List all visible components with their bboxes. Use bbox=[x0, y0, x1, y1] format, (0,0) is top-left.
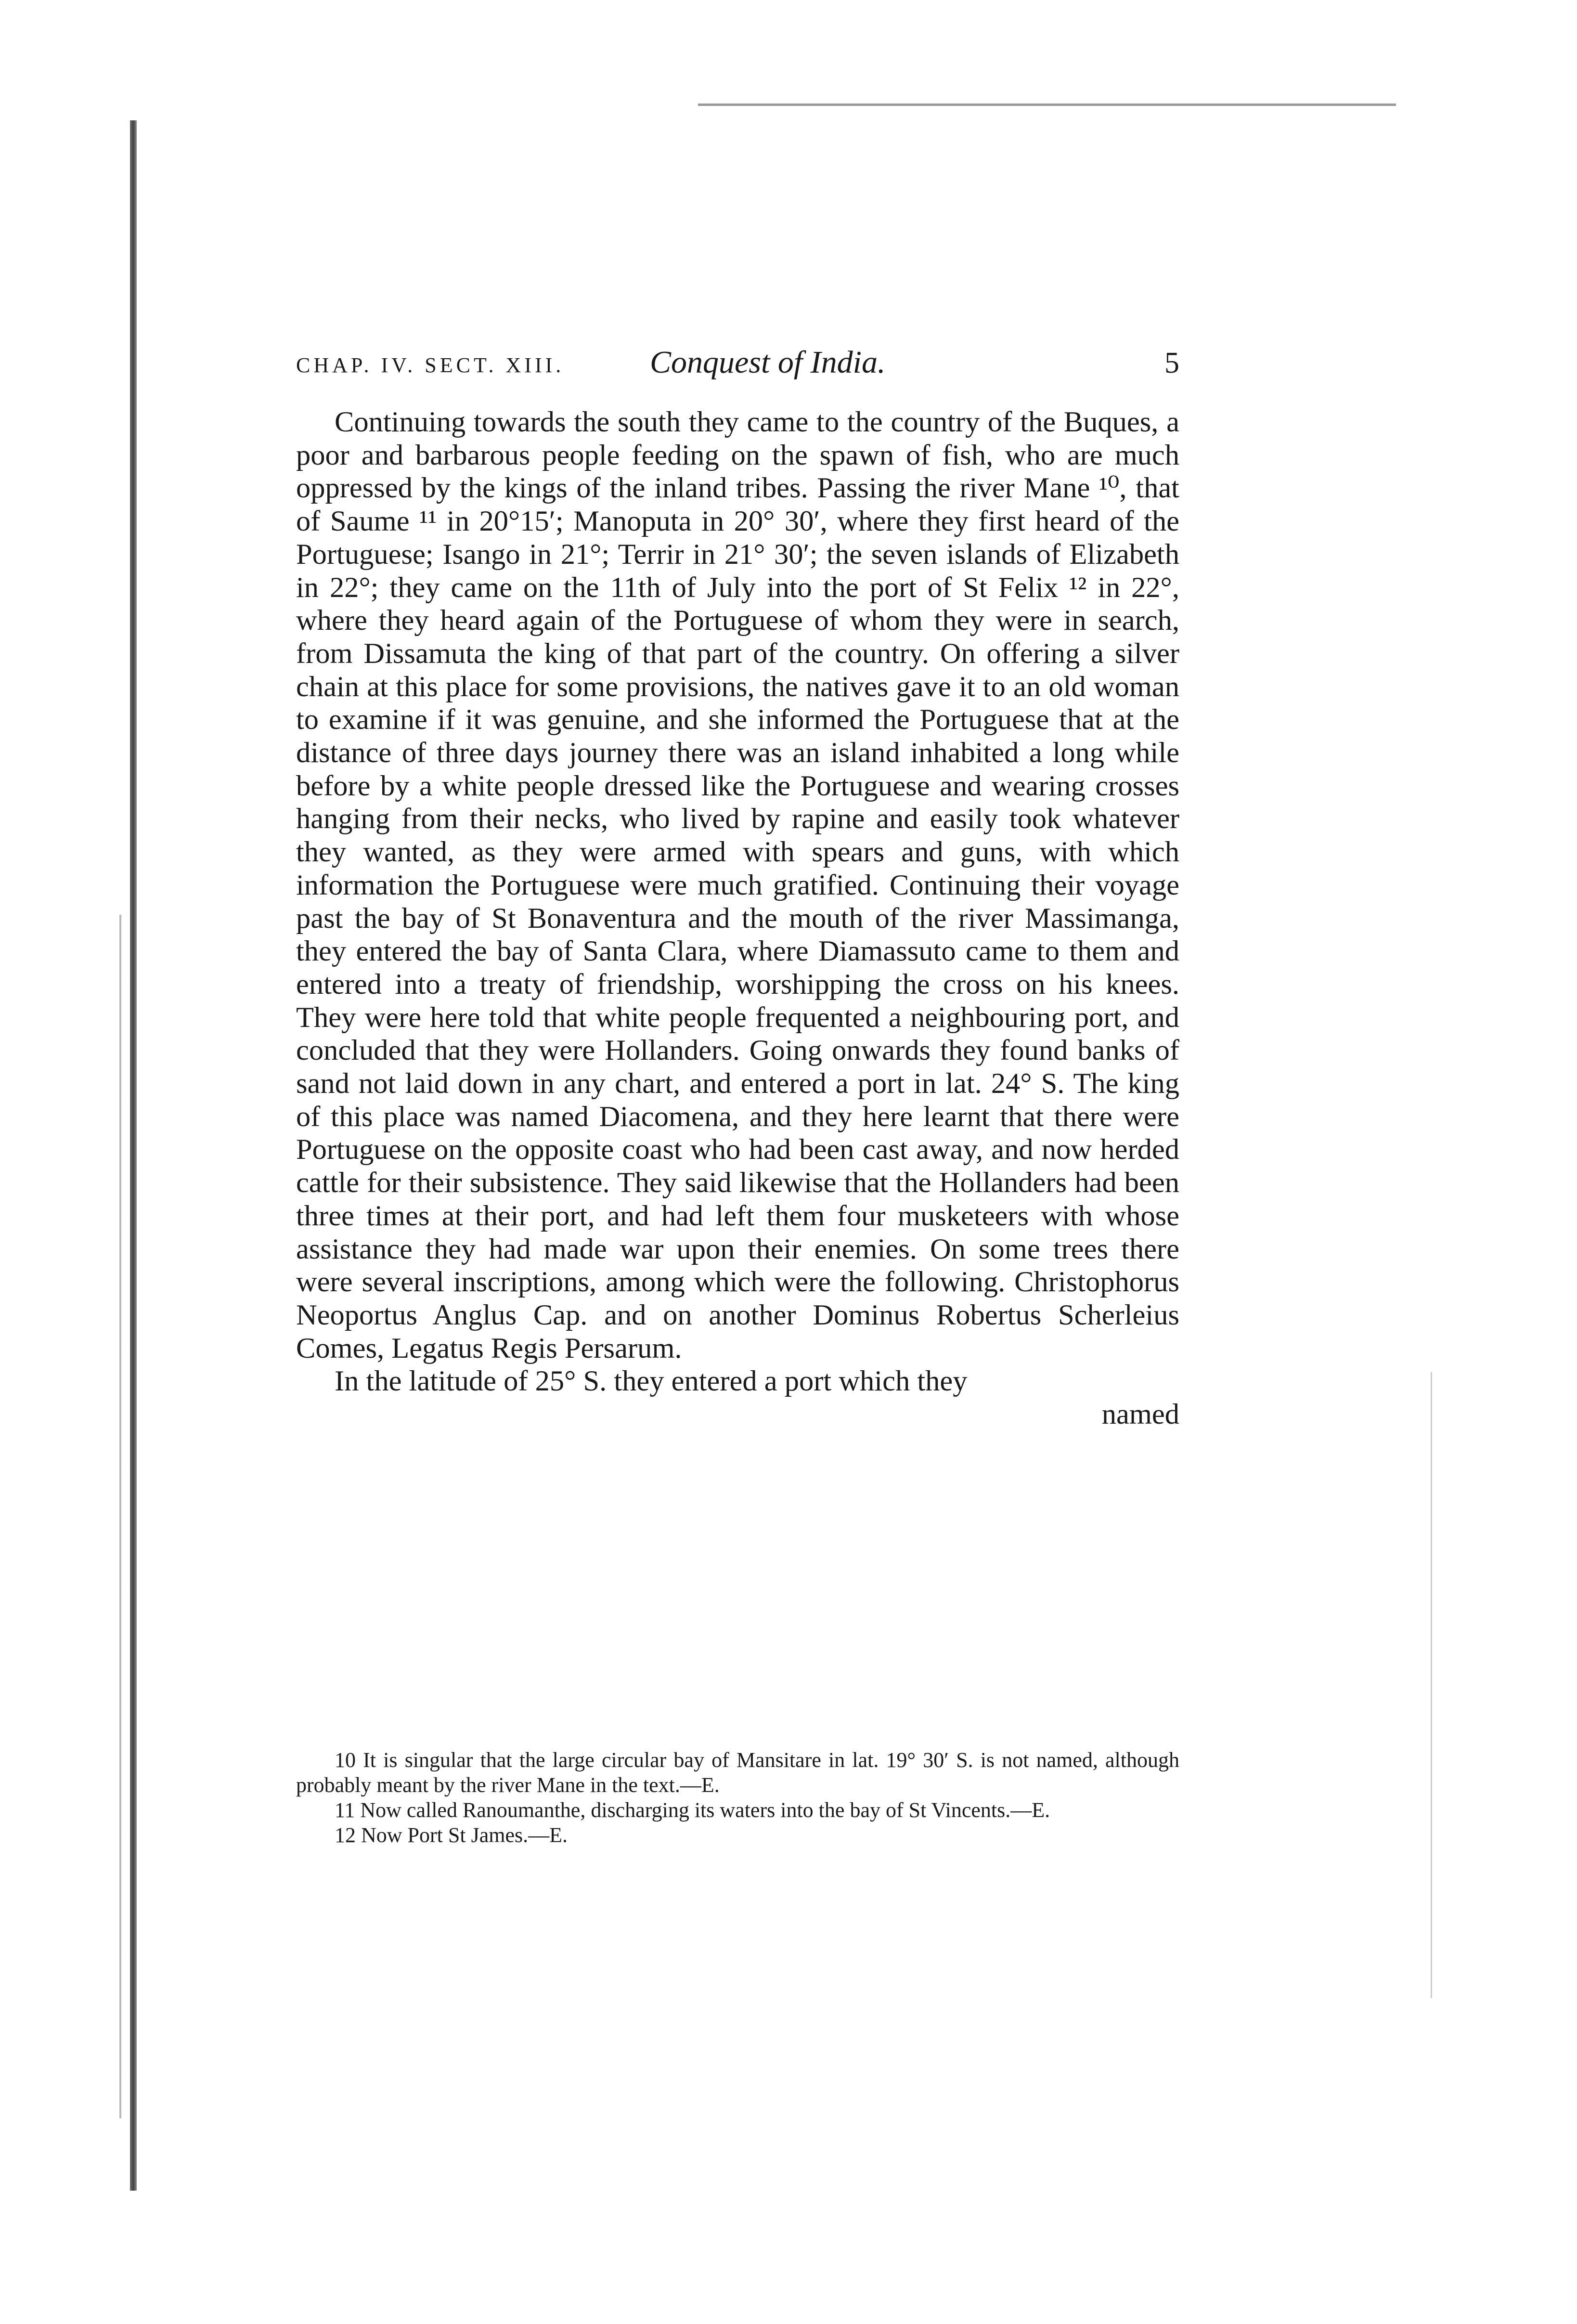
page-number: 5 bbox=[1164, 347, 1179, 379]
main-text bbox=[296, 406, 1179, 1431]
scan-edge-left-inner bbox=[119, 915, 121, 2118]
footnotes bbox=[296, 1748, 1179, 1848]
scan-edge-top bbox=[698, 104, 1396, 106]
footnote: 11 Now called Ranoumanthe, discharging its waters into the bay of St Vincents.—E. bbox=[335, 1798, 1050, 1822]
footnote: 12 Now Port St James.—E. bbox=[335, 1823, 568, 1847]
scan-edge-right bbox=[1431, 1372, 1432, 1998]
footnote: 10 It is singular that the large circular bay of Mansitare in lat. 19° 30′ S. is not named, although probably meant by the river Mane in the text.—E. bbox=[296, 1748, 1179, 1797]
running-title: Conquest of India. bbox=[650, 345, 886, 380]
paragraph: Continuing towards the south they came to the country of the Buques, a poor and barbarous people feeding on the spawn of fish, who are much oppressed by the kings of the inland tribes. Passing the river Mane ¹⁰, that of Saume ¹¹ in 20°15′; Manoputa in 20° 30′, where they first heard of the Portuguese; Isango in 21°; Terrir in 21° 30′; the seven islands of Elizabeth in 22°; they came on the 11th of July into the port of St Felix ¹² in 22°, where they heard again of the Portuguese of whom they were in search, from Dissamuta the king of that part of the country. On offering a silver chain at this place for some provisions, the natives gave it to an old woman to examine if it was genuine, and she informed the Portuguese that at the distance of three days journey there was an island inhabited a long while before by a white people dressed like the Portuguese and wearing crosses hanging from their necks, who lived by rapine and easily took whatever they wanted, as they were armed with spears and guns, with which information the Portuguese were much gratified. Continuing their voyage past the bay of St Bonaventura and the mouth of the river Massimanga, they entered the bay of Santa Clara, where Diamassuto came to them and entered into a treaty of friendship, worshipping the cross on his knees. They were here told that white people frequented a neighbouring port, and concluded that they were Hollanders. Going onwards they found banks of sand not laid down in any chart, and entered a port in lat. 24° S. The king of this place was named Diacomena, and they here learnt that there were Portuguese on the opposite coast who had been cast away, and now herded cattle for their subsistence. They said likewise that the Hollanders had been three times at their port, and had left them four musketeers with whose assistance they had made war upon their enemies. On some trees there were several inscriptions, among which were the following. Christophorus Neoportus Anglus Cap. and on another Dominus Robertus Scherleius Comes, Legatus Regis Persarum. bbox=[296, 406, 1179, 1364]
scan-edge-left bbox=[130, 120, 137, 2191]
running-header bbox=[296, 344, 1179, 392]
chapter-heading: CHAP. IV. SECT. XIII. bbox=[296, 353, 565, 377]
catchword: named bbox=[1101, 1398, 1179, 1431]
paragraph: In the latitude of 25° S. they entered a port which they bbox=[335, 1365, 968, 1398]
